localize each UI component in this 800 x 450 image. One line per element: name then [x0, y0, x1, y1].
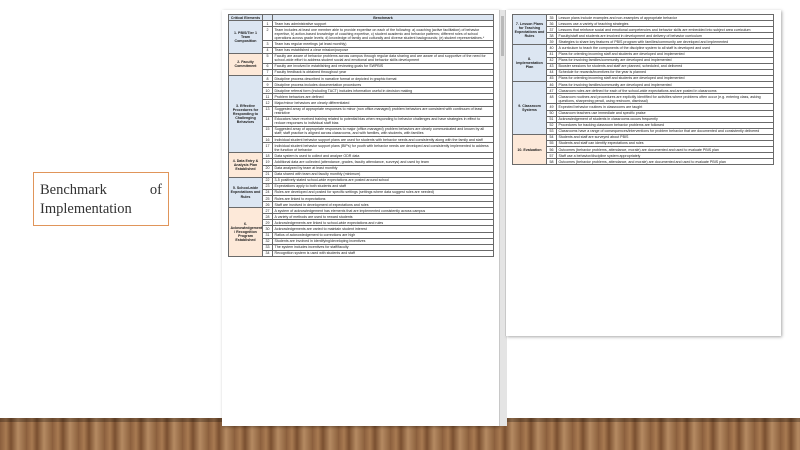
benchmark-text: A curriculum to teach the components of the discipline system to all staff is developed and used — [557, 45, 774, 51]
benchmark-text: Additional data are collected (attendance, grades, faculty attendance, surveys) and used by team — [273, 159, 494, 165]
benchmark-text: Plans for orienting incoming staff and students are developed and implemented — [557, 51, 774, 57]
benchmark-number: 14 — [263, 116, 273, 126]
benchmark-number: 54 — [547, 134, 557, 140]
document-page-1 — [222, 10, 500, 426]
benchmark-text: Expectations apply to both students and staff — [273, 183, 494, 189]
benchmark-number: 40 — [547, 45, 557, 51]
benchmark-number: 8 — [263, 76, 273, 82]
benchmark-text: Team includes at least one member able to provide expertise on each of the following: a) coaching (active facilitation) of behavior expertise, b) action-based knowledge of coaching expertise, c) student academic and behavior patterns; different roles of school operations across grade levels; d) knowledge of family and culturally and diverse student backgrounds; (e) student representatives.* — [273, 27, 494, 41]
benchmark-number: 46 — [547, 82, 557, 88]
benchmark-number: 52 — [547, 122, 557, 128]
benchmark-number: 6 — [263, 63, 273, 69]
benchmark-table-2 — [512, 14, 774, 165]
benchmark-table-1 — [228, 14, 494, 257]
benchmark-text: Classrooms have a range of consequences/interventions for problem behavior that are documented and consistently delivered — [557, 128, 774, 134]
benchmark-number: 29 — [263, 220, 273, 226]
benchmark-text: Discipline process described in narrative format or depicted in graphic format — [273, 76, 494, 82]
benchmark-number: 13 — [263, 106, 273, 116]
critical-element-label: 5. School-wide Expectations and Rules — [229, 177, 263, 207]
header-benchmark: Benchmark — [273, 15, 494, 21]
benchmark-text: Team has established a clear mission/purpose — [273, 47, 494, 53]
table-row — [229, 106, 494, 116]
benchmark-number: 35 — [547, 15, 557, 21]
slide-title-box — [33, 172, 169, 226]
benchmark-number: 45 — [547, 75, 557, 81]
benchmark-text: Individual student behavior support plans (BIPs) for youth with behavior needs are developed and consistently implemented to address the function of behavior — [273, 143, 494, 153]
benchmark-number: 53 — [547, 128, 557, 134]
benchmark-text: Strategies to share key features of PBIS program with families/community are developed and implemented — [557, 39, 774, 45]
benchmark-number: 49 — [547, 104, 557, 110]
benchmark-text: Discipline process includes documentation procedures — [273, 82, 494, 88]
benchmark-text: Outcomes (behavior problems, attendance, and morale) are documented and used to evaluate PBIS plan — [557, 159, 774, 165]
benchmark-number: 25 — [263, 196, 273, 202]
benchmark-text: Suggested array of appropriate responses to major (office-managed) problem behaviors are clearly communicated and known by all staff; staff practice is aligned across classrooms, and with families, with students, with families — [273, 126, 494, 136]
benchmark-text: Procedures for tracking classroom behavior problems are followed — [557, 122, 774, 128]
benchmark-text: Booster sessions for students and staff are planned, scheduled, and delivered — [557, 63, 774, 69]
benchmark-number: 43 — [547, 63, 557, 69]
benchmark-text: Faculty are involved in establishing and reviewing goals for SWPBIS — [273, 63, 494, 69]
benchmark-number: 12 — [263, 100, 273, 106]
benchmark-number: 39 — [547, 39, 557, 45]
benchmark-text: Recognition system is used with students and staff — [273, 250, 494, 256]
table-row — [229, 126, 494, 136]
benchmark-text: Data analyzed by team at least monthly — [273, 165, 494, 171]
benchmark-number: 23 — [263, 183, 273, 189]
benchmark-number: 37 — [547, 27, 557, 33]
benchmark-text: The system includes incentives for staff/faculty — [273, 244, 494, 250]
benchmark-text: Staff are involved in development of expectations and rules — [273, 202, 494, 208]
benchmark-number: 58 — [547, 159, 557, 165]
scroll-thumb[interactable] — [501, 16, 504, 56]
benchmark-text: Major/minor behaviors are clearly differentiated — [273, 100, 494, 106]
benchmark-number: 28 — [263, 214, 273, 220]
critical-element-label: 8. Implementation Plan — [513, 45, 547, 82]
table-body-2 — [513, 15, 774, 165]
benchmark-text: Team has administrative support — [273, 21, 494, 27]
benchmark-text: Rules are linked to expectations — [273, 196, 494, 202]
benchmark-text: Faculty are aware of behavior problems across campus through regular data sharing and are aware of and supportive of the need for school-wide effort to address student social and emotional and behavior skills development — [273, 53, 494, 63]
benchmark-text: Problem behaviors are defined — [273, 94, 494, 100]
critical-element-label: 6. Acknowledgement / Recognition Program Established — [229, 208, 263, 257]
title-line-2: Implementation — [40, 201, 132, 217]
benchmark-number: 10 — [263, 88, 273, 94]
benchmark-number: 7 — [263, 69, 273, 75]
benchmark-number: 17 — [263, 143, 273, 153]
benchmark-text: Data shared with team and faculty monthly (minimum) — [273, 171, 494, 177]
critical-element-label: 7. Lesson Plans for Teaching Expectations and Rules — [513, 15, 547, 45]
benchmark-number: 18 — [263, 153, 273, 159]
benchmark-text: Students and staff can identify expectations and rules — [557, 140, 774, 146]
table-body-1 — [229, 21, 494, 257]
benchmark-number: 24 — [263, 189, 273, 195]
table-row — [229, 27, 494, 41]
critical-element-label: 9. Classroom Systems — [513, 82, 547, 135]
benchmark-number: 36 — [547, 21, 557, 27]
critical-element-label: 4. Data Entry & Analysis Plan Established — [229, 153, 263, 177]
benchmark-number: 19 — [263, 159, 273, 165]
table-row — [513, 159, 774, 165]
benchmark-text: 3-5 positively stated school-wide expectations are posted around school — [273, 177, 494, 183]
document-page-2 — [506, 10, 781, 336]
title-word-benchmark: Benchmark — [40, 182, 107, 198]
benchmark-text: Staff use a behavior/discipline system appropriately — [557, 153, 774, 159]
benchmark-text: Discipline referral form (including TACT) includes information useful in decision making — [273, 88, 494, 94]
critical-element-label: 2. Faculty Commitment — [229, 53, 263, 75]
benchmark-number: 50 — [547, 110, 557, 116]
benchmark-text: Schedule for rewards/incentives for the year is planned — [557, 69, 774, 75]
benchmark-text: Lessons use a variety of teaching strategies — [557, 21, 774, 27]
benchmark-number: 57 — [547, 153, 557, 159]
table-row — [229, 116, 494, 126]
benchmark-number: 1 — [263, 21, 273, 27]
benchmark-number: 9 — [263, 82, 273, 88]
table-row — [229, 53, 494, 63]
benchmark-text: Classroom routines and procedures are explicitly identified for activities where problems often occur (e.g. entering class, asking questions, sharpening pencil, using restroom, dismissal) — [557, 94, 774, 104]
benchmark-text: Classroom teachers use immediate and specific praise — [557, 110, 774, 116]
benchmark-text: Expected behavior routines in classrooms are taught — [557, 104, 774, 110]
benchmark-text: Plans for involving families/community are developed and implemented — [557, 82, 774, 88]
benchmark-number: 30 — [263, 226, 273, 232]
benchmark-number: 32 — [263, 238, 273, 244]
table-row — [513, 94, 774, 104]
benchmark-text: Individual student behavior support plans are used for students with behavior needs and consistently along with the family and staff — [273, 137, 494, 143]
benchmark-text: Ratios of acknowledgement to corrections are high — [273, 232, 494, 238]
benchmark-number: 20 — [263, 165, 273, 171]
table-row — [229, 250, 494, 256]
benchmark-text: Plans for orienting incoming staff and students are developed and implemented — [557, 75, 774, 81]
benchmark-text: Faculty/staff and students are involved in development and delivery of behavior curriculum — [557, 33, 774, 39]
benchmark-number: 55 — [547, 140, 557, 146]
benchmark-text: Students are involved in identifying/developing incentives — [273, 238, 494, 244]
benchmark-number: 22 — [263, 177, 273, 183]
benchmark-number: 51 — [547, 116, 557, 122]
critical-element-label: 10. Evaluation — [513, 134, 547, 164]
benchmark-text: Lessons that reinforce social and emotional competencies and behavior skills are embedded into subject area curriculum — [557, 27, 774, 33]
benchmark-text: Team has regular meetings (at least monthly) — [273, 41, 494, 47]
benchmark-text: Acknowledgements are linked to school-wide expectations and rules — [273, 220, 494, 226]
benchmark-number: 3 — [263, 41, 273, 47]
title-line-1 — [40, 181, 162, 200]
benchmark-number: 26 — [263, 202, 273, 208]
benchmark-text: Lesson plans include examples and non-examples of appropriate behavior — [557, 15, 774, 21]
title-word-of: of — [149, 182, 162, 198]
benchmark-number: 31 — [263, 232, 273, 238]
header-critical-elements: Critical Elements — [229, 15, 263, 21]
benchmark-number: 21 — [263, 171, 273, 177]
critical-element-label: 3. Effective Procedures for Responding to Challenging Behaviors — [229, 76, 263, 153]
benchmark-number: 47 — [547, 88, 557, 94]
benchmark-text: Classroom rules are defined for each of the school-wide expectations and are posted in classrooms — [557, 88, 774, 94]
benchmark-number: 15 — [263, 126, 273, 136]
benchmark-number: 4 — [263, 47, 273, 53]
benchmark-number: 48 — [547, 94, 557, 104]
benchmark-number: 2 — [263, 27, 273, 41]
page-2-scrollbar[interactable] — [500, 10, 506, 336]
benchmark-number: 33 — [263, 244, 273, 250]
benchmark-text: Educators have received training related to potential bias when responding to behavior challenges and have strategies in effect to reduce responses to individual staff bias — [273, 116, 494, 126]
benchmark-text: A system of acknowledgement has elements that are implemented consistently across campus — [273, 208, 494, 214]
benchmark-number: 27 — [263, 208, 273, 214]
benchmark-number: 11 — [263, 94, 273, 100]
benchmark-text: Data system is used to collect and analyze ODR data — [273, 153, 494, 159]
benchmark-text: Acknowledgements are varied to maintain student interest — [273, 226, 494, 232]
benchmark-number: 44 — [547, 69, 557, 75]
benchmark-number: 38 — [547, 33, 557, 39]
benchmark-number: 56 — [547, 147, 557, 153]
benchmark-text: Students and staff are surveyed about PBIS — [557, 134, 774, 140]
benchmark-text: Rules are developed and posted for specific settings (settings where data suggest rules are needed) — [273, 189, 494, 195]
benchmark-number: 5 — [263, 53, 273, 63]
benchmark-number: 41 — [547, 51, 557, 57]
benchmark-text: Faculty feedback is obtained throughout year — [273, 69, 494, 75]
benchmark-text: Acknowledgement of students in classrooms occurs frequently — [557, 116, 774, 122]
benchmark-text: A variety of methods are used to reward students — [273, 214, 494, 220]
critical-element-label: 1. PBIS/Tier 1 Team Composition — [229, 21, 263, 54]
benchmark-text: Plans for involving families/community are developed and implemented — [557, 57, 774, 63]
benchmark-number: 42 — [547, 57, 557, 63]
benchmark-text: Suggested array of appropriate responses to minor (non office-managed) problem behaviors are consistent with continuum of least restrictive — [273, 106, 494, 116]
benchmark-number: 16 — [263, 137, 273, 143]
benchmark-text: Outcomes (behavior problems, attendance, morale) are documented and used to evaluate PBIS plan — [557, 147, 774, 153]
table-row — [229, 143, 494, 153]
benchmark-number: 34 — [263, 250, 273, 256]
